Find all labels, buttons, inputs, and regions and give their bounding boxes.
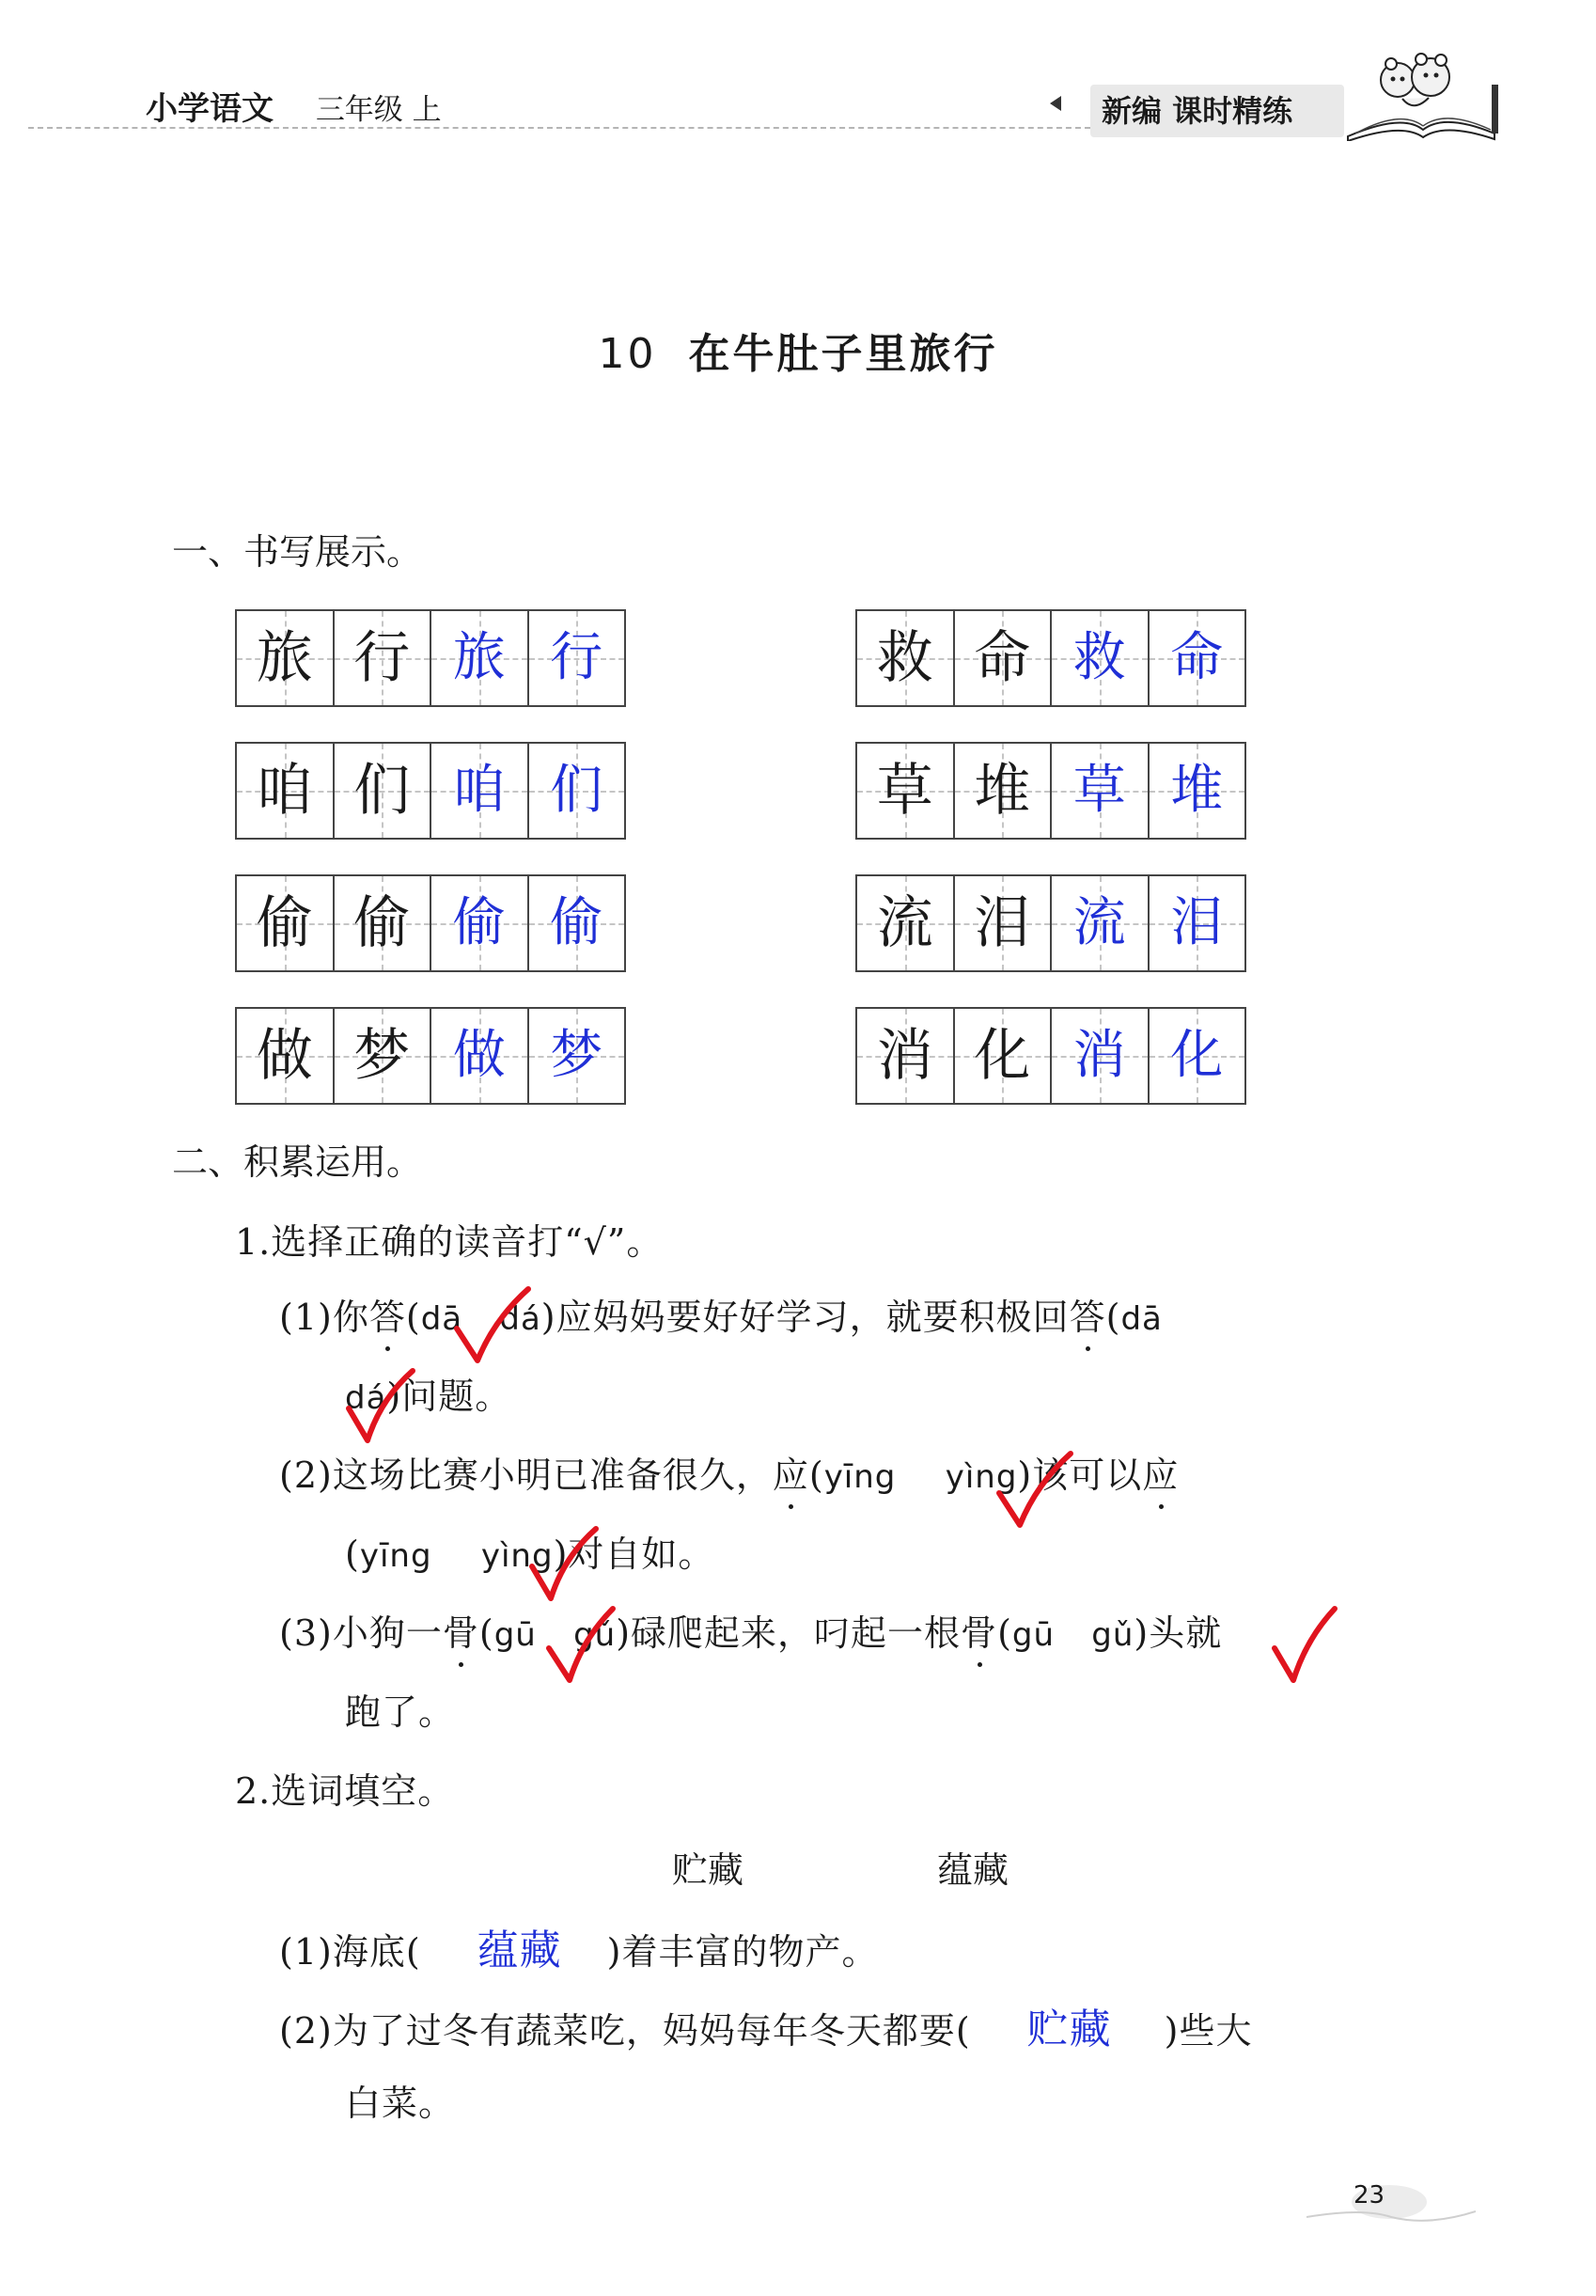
q2-item1: (1)海底( 蕴藏 )着丰富的物产。	[279, 1926, 879, 1974]
header-arrow-icon	[1050, 96, 1061, 111]
dotted-char: 答	[368, 1297, 406, 1338]
grid-cell-answer: 咱	[430, 744, 527, 838]
grid-cell: 行	[333, 611, 430, 705]
q1-item1-line2: dá)问题。	[345, 1376, 512, 1417]
q1-item2-line1: (2)这场比赛小明已准备很久，应(yīng yìng)该可以应	[279, 1455, 1180, 1496]
grid-cell-answer: 偷	[527, 876, 625, 970]
grid-cell-answer: 旅	[430, 611, 527, 705]
grid-cell-answer: 堆	[1148, 744, 1245, 838]
check-mark-icon	[992, 1448, 1076, 1542]
grid-cell-answer: 们	[527, 744, 625, 838]
check-mark-icon	[543, 1603, 618, 1693]
grid-cell: 草	[857, 744, 953, 838]
grid-cell-answer: 救	[1050, 611, 1148, 705]
dotted-char: 应	[772, 1455, 809, 1496]
grid-cell: 救	[857, 611, 953, 705]
grid-cell: 偷	[333, 876, 430, 970]
check-mark-icon	[526, 1523, 602, 1610]
check-mark-icon	[343, 1365, 418, 1452]
grid-cell-answer: 流	[1050, 876, 1148, 970]
lesson-number: 10	[598, 330, 657, 378]
char-grid	[855, 742, 1246, 840]
dotted-char: 骨	[961, 1612, 998, 1654]
fill-answer: 贮藏	[1026, 2005, 1112, 2053]
q1-item2-line2: (yīng yìng)对自如。	[345, 1533, 715, 1575]
grid-cell: 泪	[953, 876, 1051, 970]
char-grid	[235, 609, 626, 707]
grid-cell: 梦	[333, 1009, 430, 1103]
q1-item3-line1: (3)小狗一骨(gū gǔ)碌爬起来，叼起一根骨(gū gǔ)头就	[279, 1612, 1223, 1654]
q2-item2-line2: 白菜。	[345, 2083, 456, 2124]
header-subject: 小学语文	[146, 90, 274, 128]
grid-cell: 消	[857, 1009, 953, 1103]
header-rule	[28, 127, 1090, 129]
grid-cell: 堆	[953, 744, 1051, 838]
grid-cell-answer: 命	[1148, 611, 1245, 705]
grid-cell-answer: 消	[1050, 1009, 1148, 1103]
fill-answer: 蕴藏	[477, 1926, 562, 1974]
q2-choice: 贮藏	[672, 1849, 744, 1891]
check-mark-icon	[449, 1283, 534, 1377]
char-grid	[235, 874, 626, 972]
q1-title: 1.选择正确的读音打“√”。	[235, 1221, 664, 1263]
page-title	[0, 320, 1596, 380]
check-mark-icon	[1269, 1603, 1340, 1693]
q2-choice: 蕴藏	[937, 1849, 1009, 1891]
grid-cell-answer: 梦	[527, 1009, 625, 1103]
q1-item3-line2: 跑了。	[345, 1691, 456, 1733]
char-grid	[235, 1007, 626, 1105]
dotted-char: 骨	[442, 1612, 479, 1654]
grid-cell: 旅	[237, 611, 333, 705]
char-grid	[855, 1007, 1246, 1105]
lesson-title: 在牛肚子里旅行	[688, 330, 998, 378]
grid-cell: 流	[857, 876, 953, 970]
grid-cell-answer: 草	[1050, 744, 1148, 838]
page-number-ornament-icon	[1307, 2179, 1476, 2223]
grid-cell-answer: 泪	[1148, 876, 1245, 970]
book-mascot-icon	[1346, 47, 1496, 141]
q1-item1-line1: (1)你答(dā dá)应妈妈要好好学习，就要积极回答(dā	[279, 1297, 1163, 1338]
header-grade: 三年级 上	[315, 93, 442, 127]
grid-cell: 咱	[237, 744, 333, 838]
page-number: 23	[1353, 2181, 1385, 2210]
q2-item2-line1: (2)为了过冬有蔬菜吃，妈妈每年冬天都要( 贮藏 )些大	[279, 2005, 1253, 2053]
grid-cell: 化	[953, 1009, 1051, 1103]
dotted-char: 应	[1142, 1455, 1180, 1496]
header-bar	[1492, 85, 1498, 134]
grid-cell-answer: 行	[527, 611, 625, 705]
section1-heading: 一、书写展示。	[172, 531, 423, 573]
grid-cell-answer: 偷	[430, 876, 527, 970]
grid-cell: 们	[333, 744, 430, 838]
grid-cell: 命	[953, 611, 1051, 705]
grid-cell-answer: 化	[1148, 1009, 1245, 1103]
char-grid	[235, 742, 626, 840]
char-grid	[855, 874, 1246, 972]
header-brand: 新编 课时精练	[1090, 85, 1344, 137]
section2-heading: 二、积累运用。	[172, 1141, 423, 1183]
char-grid	[855, 609, 1246, 707]
dotted-char: 答	[1069, 1297, 1106, 1338]
q2-title: 2.选词填空。	[235, 1770, 455, 1812]
grid-cell-answer: 做	[430, 1009, 527, 1103]
grid-cell: 偷	[237, 876, 333, 970]
grid-cell: 做	[237, 1009, 333, 1103]
header-left	[146, 83, 442, 129]
